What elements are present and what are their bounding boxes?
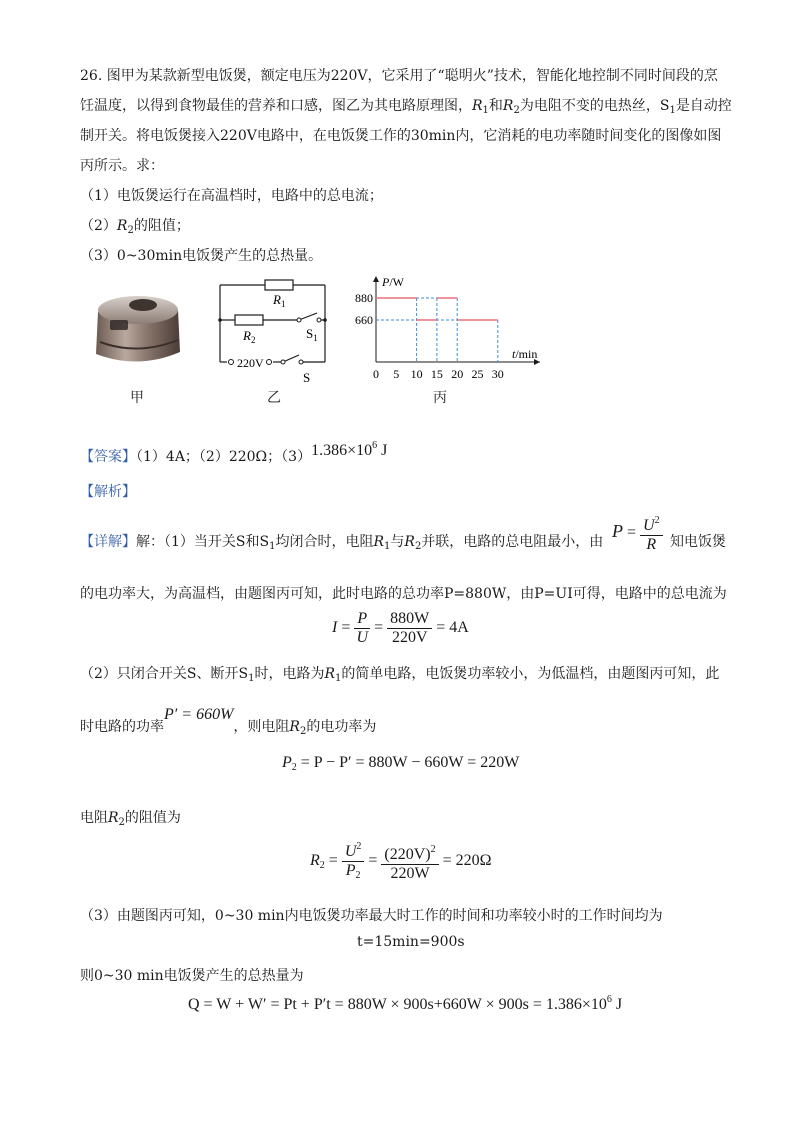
- detail-part3-line-2: 则0~30 min电饭煲产生的总热量为: [80, 968, 304, 984]
- answer-line: 【答案】（1）4A；（2）220Ω；$(3)1.386\times 10^6$ J: [80, 440, 388, 465]
- label-r2: $R_2$: [243, 328, 256, 345]
- y-tick-label: 660: [355, 313, 373, 327]
- x-axis-label: t/min: [512, 347, 538, 361]
- x-tick-label: 0: [373, 367, 379, 381]
- equation-current: I = $\frac{P}{U}$ = $\frac{880W}{220V}$ = 4A: [332, 610, 469, 646]
- question-line-1: 26. 图甲为某款新型电饭煲，额定电压为220V，它采用了“聪明火”技术，智能化地控制不同时间段的烹: [80, 68, 718, 84]
- x-tick-label: 20: [451, 367, 464, 381]
- circuit-diagram: [205, 272, 345, 387]
- equation-p2: $P_2 = P - P' = 880W - 660W = 220W$: [282, 754, 520, 773]
- sub-question-1: （1）电饭煲运行在高温档时，电路中的总电流；: [80, 188, 383, 204]
- power-formula: P = $\frac{U^2}{R}$: [612, 512, 663, 554]
- sub-question-2: $(2)R_2$的阻值；: [80, 218, 190, 236]
- answer-label: 【答案】: [80, 449, 136, 465]
- detail-part2-line-2: 时电路的功率P′ = 660W，则电阻$R_2$的电功率为: [80, 706, 377, 737]
- detail-line-1: 【详解】解：（1）当开关S和$S_1$均闭合时，电阻$R_1$与$R_2$并联，电路的总电阻最小，由: [80, 534, 604, 552]
- detail-part2-line-3: 电阻$R_2$的阻值为: [80, 810, 181, 828]
- detail-part2-line-1: （2）只闭合开关S、断开$S_1$时，电路为$R_1$的简单电路，电饭煲功率较小，为低温档，由题图丙可知，此: [80, 666, 720, 684]
- detail-line-1-end: 知电饭煲: [670, 534, 726, 550]
- question-line-2: 饪温度，以得到食物最佳的营养和口感，图乙为其电路原理图，$R_1$和$R_2$为电阻不变的电热丝，$S_1$是自动控: [80, 98, 732, 116]
- label-voltage: 220V: [237, 356, 264, 370]
- equation-heat: $Q = W + W' = Pt + P't = 880W \times 900s+660W \times 900s = 1.386\times 10^6$ J: [188, 994, 623, 1013]
- x-tick-label: 10: [410, 367, 423, 381]
- y-axis-label: P/W: [382, 275, 405, 289]
- y-tick-label: 880: [355, 291, 373, 305]
- x-tick-label: 30: [491, 367, 504, 381]
- equation-time: t=15min=900s: [357, 934, 465, 950]
- sub-question-3: （3）0~30min电饭煲产生的总热量。: [80, 248, 323, 264]
- label-s1: $S_1$: [306, 326, 318, 343]
- label-s: S: [303, 370, 311, 385]
- label-r1: $R_1$: [273, 292, 286, 309]
- analysis-label: 【解析】: [80, 484, 136, 500]
- rice-cooker-photo: [88, 282, 188, 372]
- figure-label-yi: 乙: [267, 390, 281, 406]
- detail-part3-line-1: （3）由题图丙可知，0~30 min内电饭煲功率最大时工作的时间和功率较小时的工作时间均为: [80, 908, 663, 924]
- power-time-chart: [340, 272, 550, 387]
- figure-label-bing: 丙: [433, 390, 447, 406]
- figure-label-jia: 甲: [130, 390, 144, 406]
- x-tick-label: 5: [393, 367, 400, 381]
- equation-r2: $R_2$ = $\frac{U^2}{P_2}$ = $\frac{(220V)^2}{220W}$ = 220Ω: [310, 838, 492, 885]
- question-line-4: 丙所示。求：: [80, 158, 164, 174]
- x-tick-label: 25: [471, 367, 484, 381]
- question-line-3: 制开关。将电饭煲接入220V电路中，在电饭煲工作的30min内，它消耗的电功率随时间变化的图像如图: [80, 128, 722, 144]
- x-tick-label: 15: [430, 367, 443, 381]
- detail-line-2: 的电功率大，为高温档，由题图丙可知，此时电路的总功率P=880W，由P=UI可得，电路中的总电流为: [80, 586, 727, 602]
